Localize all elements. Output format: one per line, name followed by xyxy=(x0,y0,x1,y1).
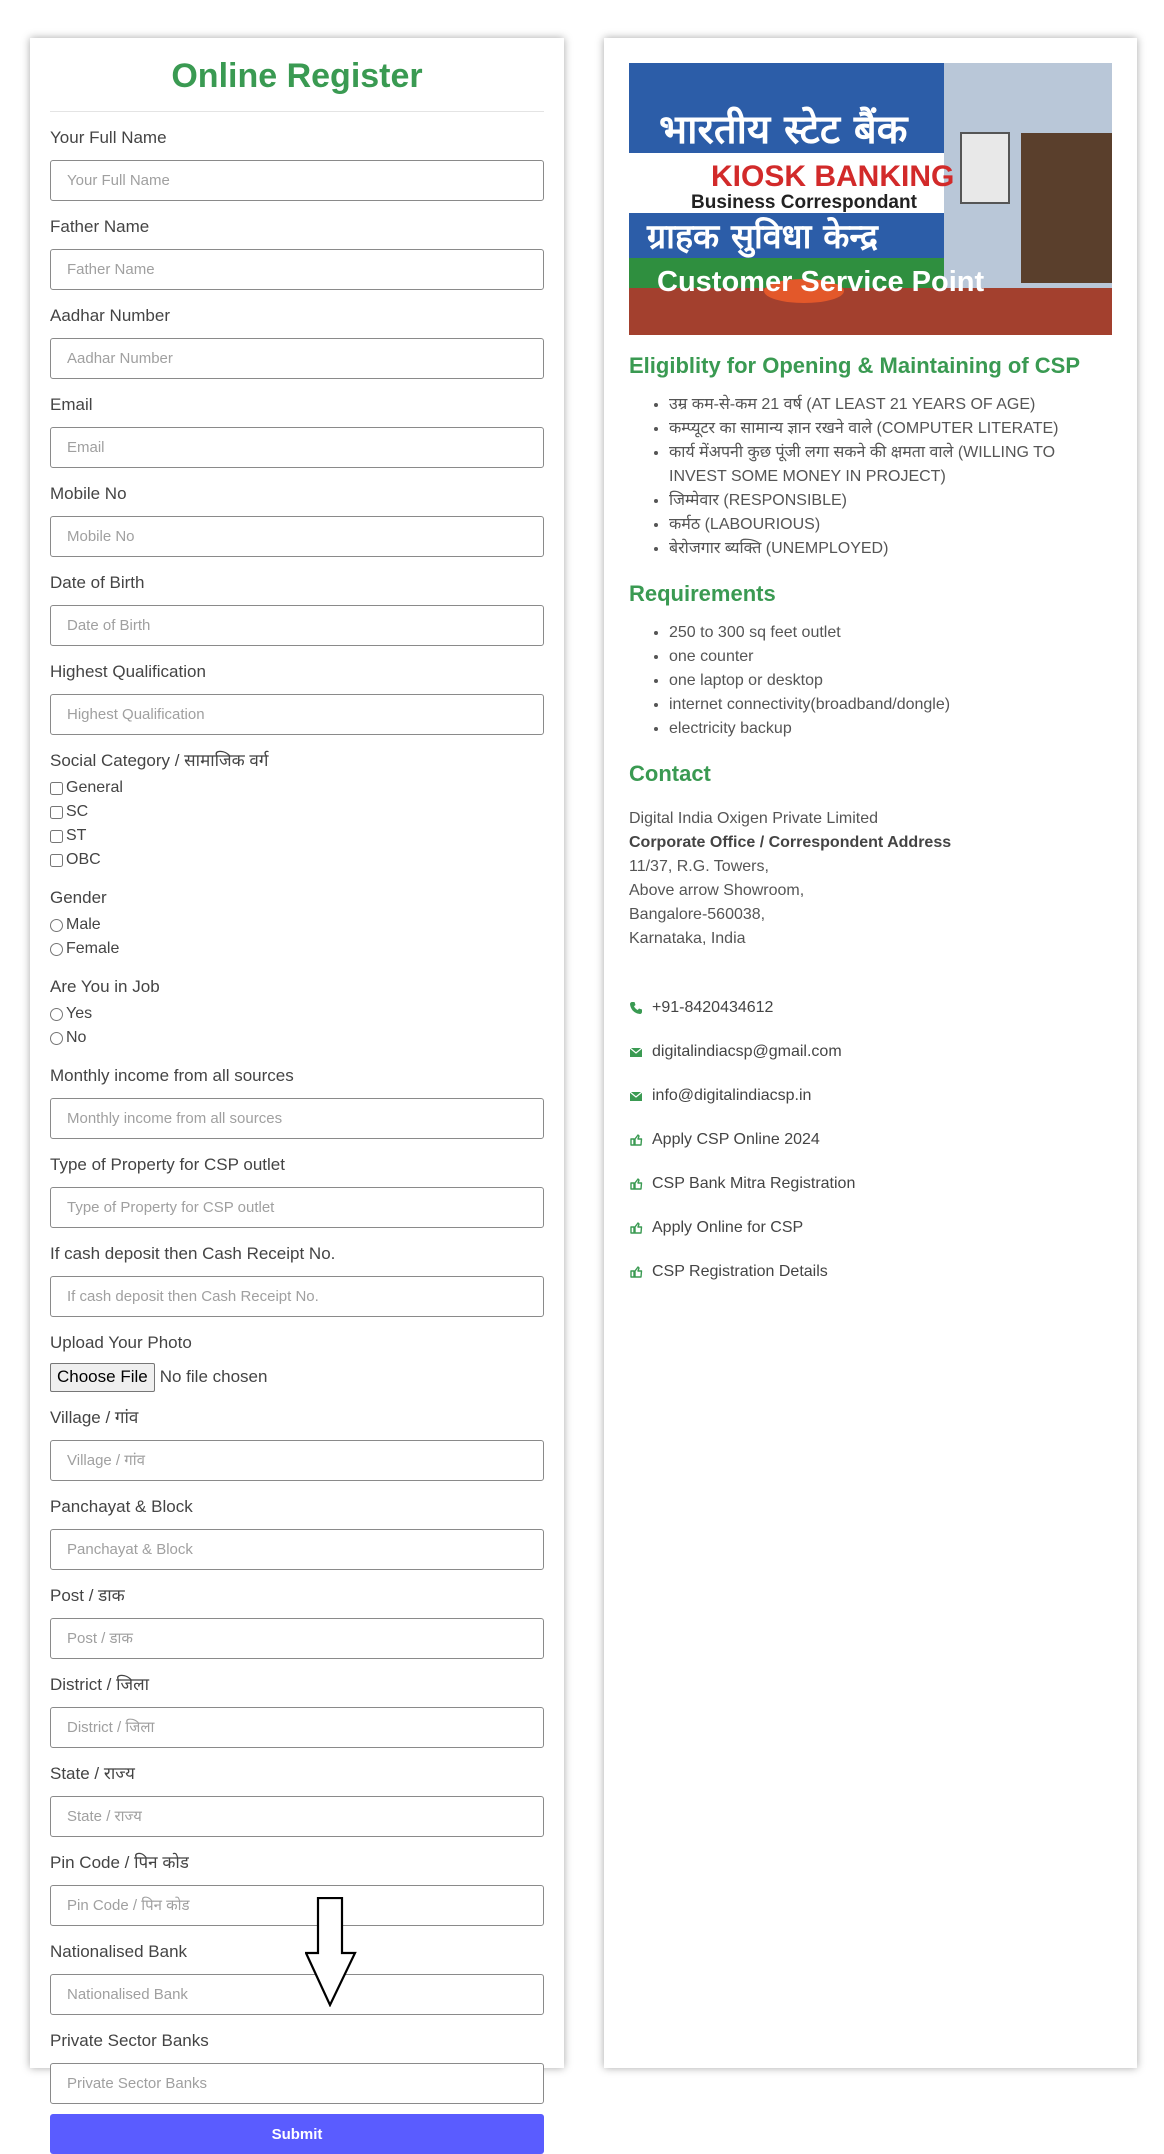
file-picker xyxy=(50,1362,544,1392)
photo-text-line5: Customer Service Point xyxy=(657,266,985,298)
category-option-label: SC xyxy=(66,803,89,820)
category-obc-checkbox[interactable] xyxy=(50,854,63,867)
mobile-input[interactable] xyxy=(50,516,544,557)
income-group xyxy=(50,1062,544,1139)
category-sc-checkbox[interactable] xyxy=(50,806,63,819)
state-input[interactable] xyxy=(50,1796,544,1837)
private-bank-input[interactable] xyxy=(50,2063,544,2104)
requirement-item: • internet connectivity(broadband/dongle) xyxy=(669,693,1112,717)
full-name-label: Your Full Name xyxy=(50,128,167,147)
father-name-label: Father Name xyxy=(50,217,150,236)
title-divider xyxy=(50,111,544,112)
village-label: Village / गांव xyxy=(50,1408,139,1427)
job-label: Are You in Job xyxy=(50,977,160,996)
form-title: Online Register xyxy=(171,57,423,95)
property-label: Type of Property for CSP outlet xyxy=(50,1155,285,1174)
gender-male-radio[interactable] xyxy=(50,919,63,932)
social-category-group xyxy=(50,747,544,872)
eligibility-item: • कार्य मेंअपनी कुछ पूंजी लगा सकने की क्षमता वाले (WILLING TO INVEST SOME MONEY IN PROJECT) xyxy=(669,441,1112,489)
link-apply-csp-online[interactable] xyxy=(629,1118,1112,1162)
property-group xyxy=(50,1151,544,1228)
requirement-item: • electricity backup xyxy=(669,717,1112,741)
address-line: Bangalore-560038, xyxy=(629,906,766,923)
company-name: Digital India Oxigen Private Limited xyxy=(629,810,879,827)
address-line: Above arrow Showroom, xyxy=(629,882,805,899)
photo-text-line4: ग्राहक सुविधा केन्द्र xyxy=(647,217,878,257)
email-group xyxy=(50,391,544,468)
phone-icon xyxy=(629,1001,643,1015)
dob-group xyxy=(50,569,544,646)
link-label: CSP Bank Mitra Registration xyxy=(652,1175,856,1192)
submit-button[interactable]: Submit xyxy=(50,2114,544,2154)
requirements-list xyxy=(629,621,1112,741)
father-name-group xyxy=(50,213,544,290)
email-input[interactable] xyxy=(50,427,544,468)
pincode-label: Pin Code / पिन कोड xyxy=(50,1853,189,1872)
mobile-label: Mobile No xyxy=(50,484,127,503)
category-general-checkbox[interactable] xyxy=(50,782,63,795)
link-label: CSP Registration Details xyxy=(652,1263,828,1280)
national-bank-group xyxy=(50,1938,544,2015)
down-arrow-icon xyxy=(305,1897,357,2007)
dob-label: Date of Birth xyxy=(50,573,145,592)
full-name-input[interactable] xyxy=(50,160,544,201)
job-no-radio[interactable] xyxy=(50,1032,63,1045)
village-group xyxy=(50,1404,544,1481)
post-label: Post / डाक xyxy=(50,1586,125,1605)
post-input[interactable] xyxy=(50,1618,544,1659)
receipt-label: If cash deposit then Cash Receipt No. xyxy=(50,1244,336,1263)
job-yes-radio[interactable] xyxy=(50,1008,63,1021)
category-st[interactable] xyxy=(50,824,544,848)
gender-option-label: Female xyxy=(66,940,120,957)
link-apply-online[interactable] xyxy=(629,1206,1112,1250)
category-option-label: General xyxy=(66,779,123,796)
gender-female[interactable] xyxy=(50,937,544,961)
requirement-item: • one counter xyxy=(669,645,1112,669)
father-name-input[interactable] xyxy=(50,249,544,290)
contact-list xyxy=(629,986,1112,1294)
address-line: 11/37, R.G. Towers, xyxy=(629,858,769,875)
private-bank-group xyxy=(50,2027,544,2104)
eligibility-list xyxy=(629,393,1112,561)
pointing-hand-icon xyxy=(629,1221,643,1235)
panchayat-group xyxy=(50,1493,544,1570)
link-registration-details[interactable] xyxy=(629,1250,1112,1294)
panchayat-input[interactable] xyxy=(50,1529,544,1570)
property-input[interactable] xyxy=(50,1187,544,1228)
email-address: info@digitalindiacsp.in xyxy=(652,1087,812,1104)
gender-option-label: Male xyxy=(66,916,101,933)
link-bank-mitra[interactable] xyxy=(629,1162,1112,1206)
email-address: digitalindiacsp@gmail.com xyxy=(652,1043,842,1060)
district-group xyxy=(50,1671,544,1748)
national-bank-input[interactable] xyxy=(50,1974,544,2015)
link-label: Apply CSP Online 2024 xyxy=(652,1131,820,1148)
eligibility-item: • कर्मठ (LABOURIOUS) xyxy=(669,513,1112,537)
eligibility-item: • जिम्मेवार (RESPONSIBLE) xyxy=(669,489,1112,513)
requirement-item: • 250 to 300 sq feet outlet xyxy=(669,621,1112,645)
photo-group xyxy=(50,1329,544,1392)
gender-male[interactable] xyxy=(50,913,544,937)
receipt-group xyxy=(50,1240,544,1317)
address-block xyxy=(629,807,1112,951)
job-option-label: Yes xyxy=(66,1005,93,1022)
income-input[interactable] xyxy=(50,1098,544,1139)
envelope-icon xyxy=(629,1089,643,1103)
category-option-label: ST xyxy=(66,827,87,844)
job-group xyxy=(50,973,544,1050)
pointing-hand-icon xyxy=(629,1133,643,1147)
envelope-icon xyxy=(629,1045,643,1059)
category-general[interactable] xyxy=(50,776,544,800)
social-category-label: Social Category / सामाजिक वर्ग xyxy=(50,751,269,770)
aadhar-label: Aadhar Number xyxy=(50,306,171,325)
eligibility-title: Eligiblity for Opening & Maintaining of CSP xyxy=(629,353,1080,378)
pincode-group xyxy=(50,1849,544,1926)
receipt-input[interactable] xyxy=(50,1276,544,1317)
category-obc[interactable] xyxy=(50,848,544,872)
eligibility-item: • कम्प्यूटर का सामान्य ज्ञान रखने वाले (COMPUTER LITERATE) xyxy=(669,417,1112,441)
qualification-input[interactable] xyxy=(50,694,544,735)
category-st-checkbox[interactable] xyxy=(50,830,63,843)
income-label: Monthly income from all sources xyxy=(50,1066,294,1085)
job-no[interactable] xyxy=(50,1026,544,1050)
job-option-label: No xyxy=(66,1029,87,1046)
registration-form-card xyxy=(30,38,564,2143)
requirement-item: • one laptop or desktop xyxy=(669,669,1112,693)
category-option-label: OBC xyxy=(66,851,101,868)
state-label: State / राज्य xyxy=(50,1764,135,1783)
village-input[interactable] xyxy=(50,1440,544,1481)
photo-label: Upload Your Photo xyxy=(50,1333,192,1352)
link-label: Apply Online for CSP xyxy=(652,1219,804,1236)
email1-link[interactable] xyxy=(629,1030,1112,1074)
eligibility-item: • बेरोजगार ब्यक्ति (UNEMPLOYED) xyxy=(669,537,1112,561)
phone-number: +91-8420434612 xyxy=(652,999,774,1016)
dob-input[interactable] xyxy=(50,605,544,646)
requirements-title: Requirements xyxy=(629,581,776,606)
post-group xyxy=(50,1582,544,1659)
panchayat-label: Panchayat & Block xyxy=(50,1497,193,1516)
aadhar-group xyxy=(50,302,544,379)
gender-female-radio[interactable] xyxy=(50,943,63,956)
private-bank-label: Private Sector Banks xyxy=(50,2031,209,2050)
qualification-label: Highest Qualification xyxy=(50,662,206,681)
gender-label: Gender xyxy=(50,888,107,907)
kiosk-banking-photo xyxy=(629,63,1112,335)
full-name-group xyxy=(50,124,544,201)
mobile-group xyxy=(50,480,544,557)
email2-link[interactable] xyxy=(629,1074,1112,1118)
job-yes[interactable] xyxy=(50,1002,544,1026)
pointing-hand-icon xyxy=(629,1265,643,1279)
category-sc[interactable] xyxy=(50,800,544,824)
aadhar-input[interactable] xyxy=(50,338,544,379)
phone-link[interactable] xyxy=(629,986,1112,1030)
national-bank-label: Nationalised Bank xyxy=(50,1942,188,1961)
info-sidebar-card xyxy=(604,38,1137,2068)
email-label: Email xyxy=(50,395,93,414)
photo-text-line1: भारतीय स्टेट बैंक xyxy=(659,107,908,153)
gender-group xyxy=(50,884,544,961)
file-status: No file chosen xyxy=(159,1367,268,1386)
choose-file-button[interactable]: Choose File xyxy=(50,1363,155,1392)
address-line: Karnataka, India xyxy=(629,930,746,947)
pointing-hand-icon xyxy=(629,1177,643,1191)
office-heading: Corporate Office / Correspondent Address xyxy=(629,834,952,851)
eligibility-item: • उम्र कम-से-कम 21 वर्ष (AT LEAST 21 YEARS OF AGE) xyxy=(669,393,1112,417)
qualification-group xyxy=(50,658,544,735)
state-group xyxy=(50,1760,544,1837)
pincode-input[interactable] xyxy=(50,1885,544,1926)
contact-title: Contact xyxy=(629,761,711,786)
photo-text-line2: KIOSK BANKING xyxy=(711,160,955,193)
photo-text-line3: Business Correspondant xyxy=(691,192,917,213)
district-label: District / जिला xyxy=(50,1675,150,1694)
district-input[interactable] xyxy=(50,1707,544,1748)
